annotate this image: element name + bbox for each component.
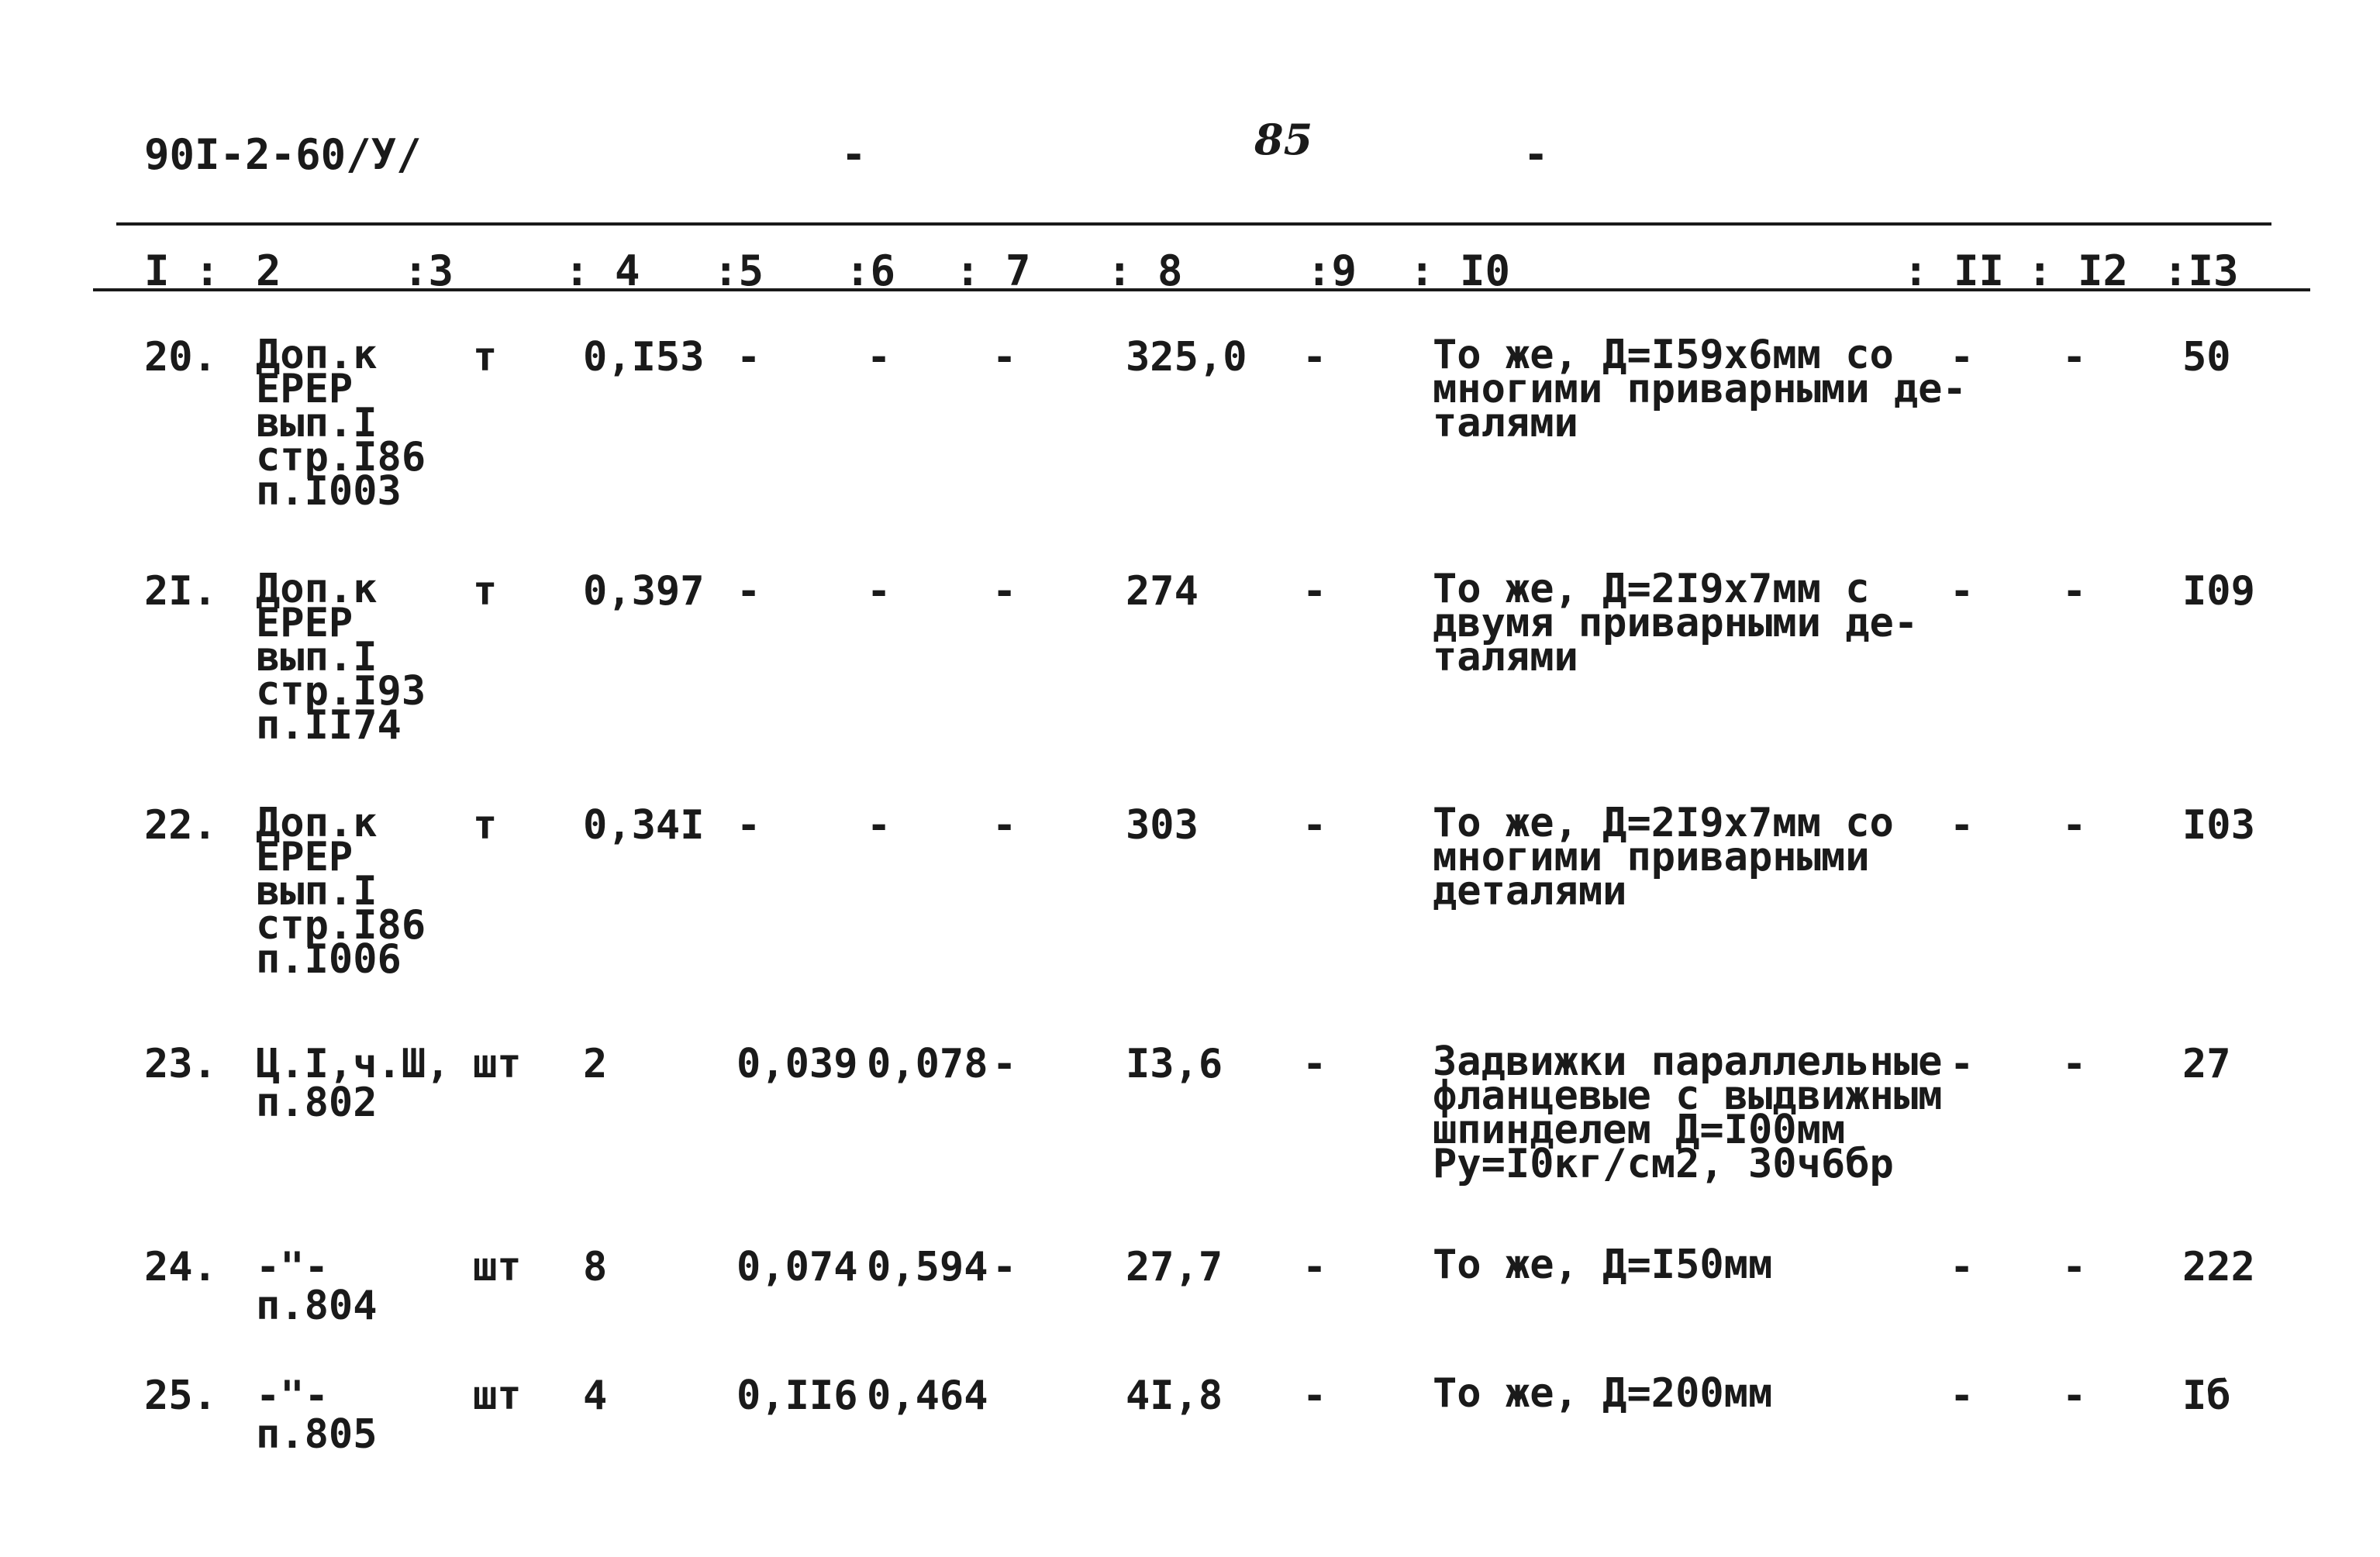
cell-c7: - xyxy=(992,568,1017,615)
column-header-2: 2 xyxy=(256,246,281,295)
cell-c6: 0,594 xyxy=(867,1244,988,1290)
cell-unit: т xyxy=(473,334,498,381)
cell-c9: - xyxy=(1302,568,1327,615)
cell-c13: 27 xyxy=(2182,1041,2231,1087)
cell-qty: 8 xyxy=(583,1244,608,1290)
cell-unit: шт xyxy=(473,1244,522,1290)
cell-c6: - xyxy=(867,334,892,381)
cell-c13: I03 xyxy=(2182,802,2255,849)
cell-c8: 4I,8 xyxy=(1126,1373,1223,1419)
cell-desc: То же, Д=I50мм xyxy=(1433,1242,1773,1288)
cell-c7: - xyxy=(992,802,1017,849)
cell-unit: т xyxy=(473,802,498,849)
cell-basis: -"- п.805 xyxy=(256,1373,378,1458)
top-rule xyxy=(116,222,2271,226)
cell-c8: 27,7 xyxy=(1126,1244,1223,1290)
column-header-3: :3 xyxy=(403,246,454,295)
cell-qty: 0,I53 xyxy=(583,334,705,381)
header-dash-right: - xyxy=(1523,130,1549,179)
column-header-5: :5 xyxy=(713,246,764,295)
cell-c5: 0,039 xyxy=(736,1041,858,1087)
cell-basis: -"- п.804 xyxy=(256,1244,378,1329)
cell-c6: 0,464 xyxy=(867,1373,988,1419)
column-header-6: :6 xyxy=(845,246,896,295)
cell-c7: - xyxy=(992,1041,1017,1087)
column-header-13: :I3 xyxy=(2163,246,2239,295)
column-header-1: I : xyxy=(144,246,220,295)
cell-c6: - xyxy=(867,568,892,615)
header-dash-left: - xyxy=(841,130,867,179)
document-code: 90I-2-60/У/ xyxy=(144,130,422,179)
cell-c8: 303 xyxy=(1126,802,1199,849)
cell-num: 23. xyxy=(144,1041,217,1087)
cell-c12: - xyxy=(2062,334,2087,381)
cell-c12: - xyxy=(2062,1244,2087,1290)
cell-c11: - xyxy=(1950,1373,1975,1419)
cell-c11: - xyxy=(1950,1041,1975,1087)
cell-desc: То же, Д=I59х6мм со многими приварными де- талями xyxy=(1433,332,1967,446)
cell-qty: 0,34I xyxy=(583,802,705,849)
cell-c11: - xyxy=(1950,802,1975,849)
cell-c11: - xyxy=(1950,334,1975,381)
cell-unit: шт xyxy=(473,1041,522,1087)
cell-desc: То же, Д=2I9х7мм со многими приварными деталями xyxy=(1433,800,1894,915)
cell-c12: - xyxy=(2062,1373,2087,1419)
cell-basis: Доп.к ЕРЕР вып.I стр.I93 п.II74 xyxy=(256,566,426,749)
cell-qty: 4 xyxy=(583,1373,608,1419)
cell-c12: - xyxy=(2062,1041,2087,1087)
cell-unit: т xyxy=(473,568,498,615)
cell-c13: Iб xyxy=(2182,1373,2231,1419)
cell-desc: То же, Д=2I9х7мм с двумя приварными де- талями xyxy=(1433,566,1919,680)
cell-c5: - xyxy=(736,334,761,381)
cell-c11: - xyxy=(1950,568,1975,615)
cell-desc: То же, Д=200мм xyxy=(1433,1370,1773,1417)
column-header-9: :9 xyxy=(1306,246,1357,295)
cell-c8: 325,0 xyxy=(1126,334,1247,381)
cell-c5: 0,074 xyxy=(736,1244,858,1290)
cell-c8: I3,6 xyxy=(1126,1041,1223,1087)
column-header-7: : 7 xyxy=(955,246,1031,295)
cell-qty: 2 xyxy=(583,1041,608,1087)
cell-c9: - xyxy=(1302,1373,1327,1419)
page-number: 85 xyxy=(1254,115,1313,164)
column-header-8: : 8 xyxy=(1107,246,1183,295)
cell-c5: 0,II6 xyxy=(736,1373,858,1419)
cell-basis: Доп.к ЕРЕР вып.I стр.I86 п.I006 xyxy=(256,800,426,983)
cell-c11: - xyxy=(1950,1244,1975,1290)
cell-desc: Задвижки параллельные фланцевые с выдвижным шпинделем Д=I00мм Ру=I0кг/см2, 30ч6бр xyxy=(1433,1039,1943,1187)
cell-c9: - xyxy=(1302,802,1327,849)
cell-num: 22. xyxy=(144,802,217,849)
cell-c12: - xyxy=(2062,802,2087,849)
cell-num: 25. xyxy=(144,1373,217,1419)
cell-num: 24. xyxy=(144,1244,217,1290)
cell-c5: - xyxy=(736,568,761,615)
column-header-4: : 4 xyxy=(564,246,640,295)
column-header-11: : II xyxy=(1903,246,2005,295)
cell-qty: 0,397 xyxy=(583,568,705,615)
column-header-10: : I0 xyxy=(1409,246,1511,295)
cell-c6: - xyxy=(867,802,892,849)
cell-c13: 222 xyxy=(2182,1244,2255,1290)
cell-unit: шт xyxy=(473,1373,522,1419)
cell-c9: - xyxy=(1302,1244,1327,1290)
cell-c9: - xyxy=(1302,334,1327,381)
cell-c9: - xyxy=(1302,1041,1327,1087)
cell-basis: Ц.I,ч.Ш, п.802 xyxy=(256,1041,450,1126)
cell-basis: Доп.к ЕРЕР вып.I стр.I86 п.I003 xyxy=(256,332,426,515)
cell-c7: - xyxy=(992,334,1017,381)
cell-c6: 0,078 xyxy=(867,1041,988,1087)
column-header-12: : I2 xyxy=(2027,246,2129,295)
cell-c8: 274 xyxy=(1126,568,1199,615)
cell-c5: - xyxy=(736,802,761,849)
cell-num: 2I. xyxy=(144,568,217,615)
cell-c13: I09 xyxy=(2182,568,2255,615)
cell-c7: - xyxy=(992,1244,1017,1290)
cell-c13: 50 xyxy=(2182,334,2231,381)
cell-c12: - xyxy=(2062,568,2087,615)
cell-num: 20. xyxy=(144,334,217,381)
